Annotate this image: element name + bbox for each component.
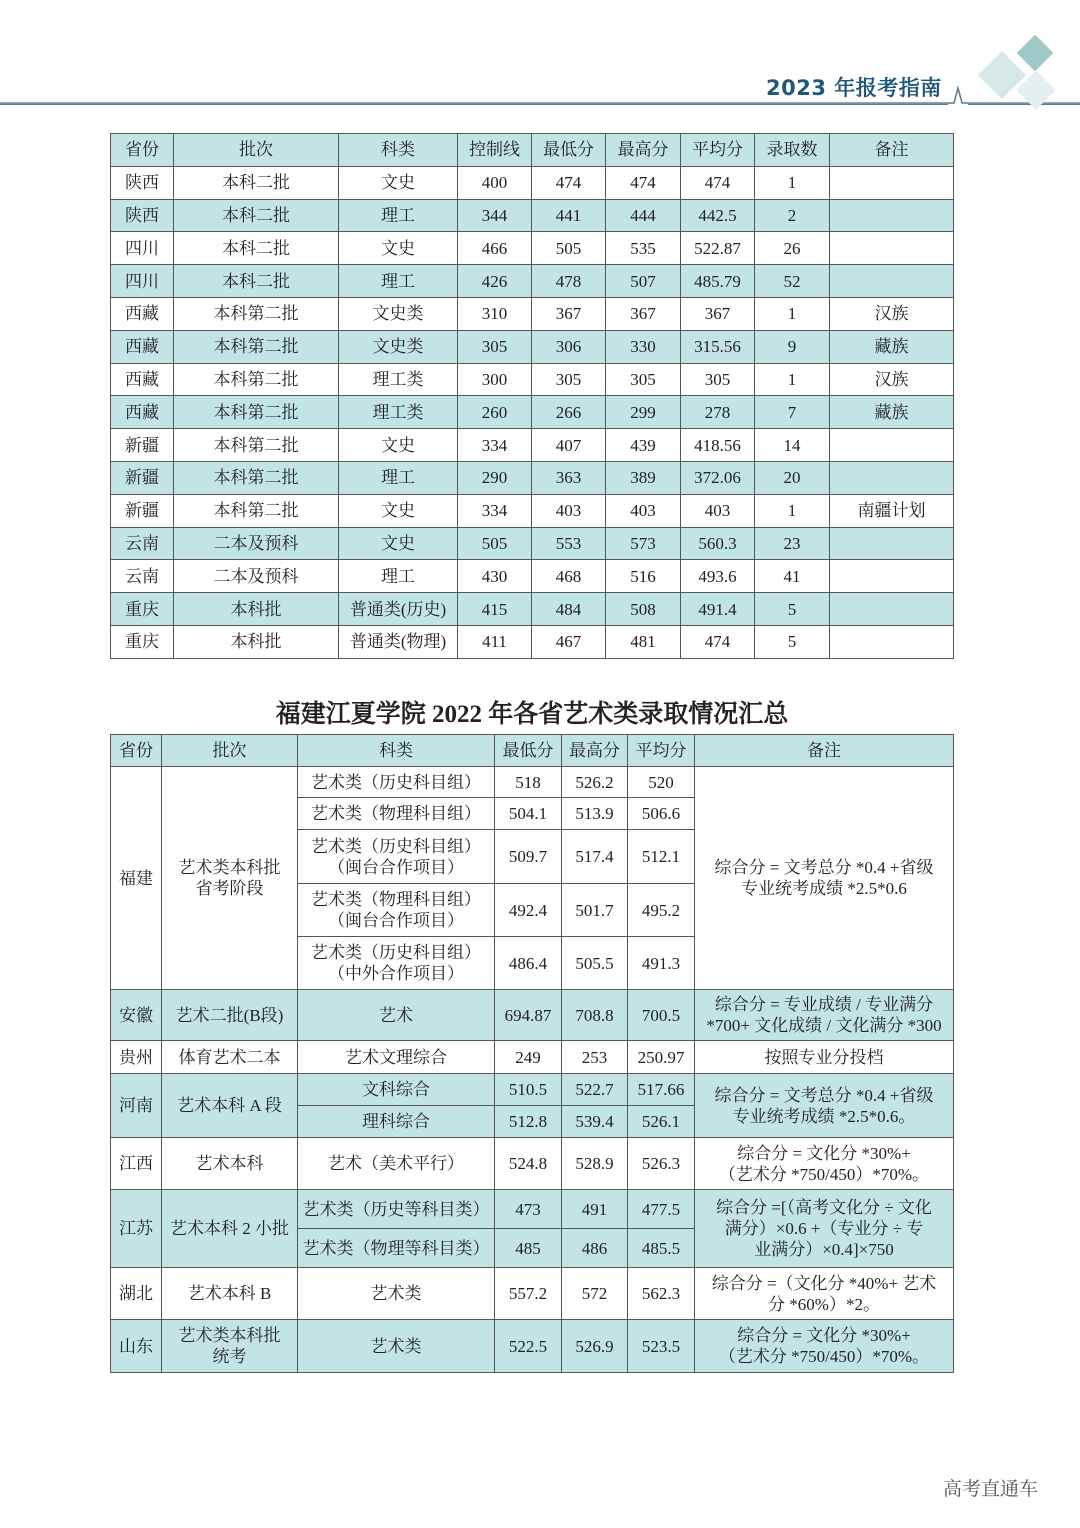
table-row [111, 625, 954, 658]
table-cell: 本科二批 [174, 166, 339, 199]
table-cell: 372.06 [681, 461, 755, 494]
table-cell: 334 [458, 494, 532, 527]
table-cell: 本科批 [174, 593, 339, 626]
table-row [111, 297, 954, 330]
note-cell: 综合分 =[（高考文化分 ÷ 文化 满分）×0.6 +（专业分 ÷ 专 业满分）×0.4]×750 [695, 1190, 954, 1268]
table-cell [830, 232, 954, 265]
column-header: 备注 [830, 134, 954, 167]
subject-cell: 理科综合 [298, 1106, 495, 1138]
subject-cell: 艺术类 [298, 1320, 495, 1373]
column-header: 录取数 [755, 134, 830, 167]
column-header: 批次 [174, 134, 339, 167]
table-cell: 南疆计划 [830, 494, 954, 527]
column-header: 平均分 [681, 134, 755, 167]
table-cell: 305 [458, 330, 532, 363]
note-cell: 综合分 = 文考总分 *0.4 +省级 专业统考成绩 *2.5*0.6 [695, 767, 954, 990]
batch-cell: 艺术本科 A 段 [162, 1074, 298, 1138]
column-header: 批次 [162, 735, 298, 767]
table-cell: 478 [532, 265, 606, 298]
table-cell: 305 [606, 363, 681, 396]
table-cell: 300 [458, 363, 532, 396]
table-row [111, 396, 954, 429]
max-cell: 253 [562, 1041, 628, 1074]
table-cell: 本科第二批 [174, 396, 339, 429]
table-cell: 474 [606, 166, 681, 199]
table-row [111, 560, 954, 593]
table-cell: 334 [458, 429, 532, 462]
table-cell: 二本及预科 [174, 560, 339, 593]
table-cell: 陕西 [111, 199, 174, 232]
diamond-decoration [1017, 35, 1054, 72]
table-cell: 2 [755, 199, 830, 232]
subject-cell: 文科综合 [298, 1074, 495, 1106]
column-header: 省份 [111, 134, 174, 167]
table-cell: 505 [458, 527, 532, 560]
table-cell: 305 [681, 363, 755, 396]
avg-cell: 520 [628, 767, 695, 798]
table-cell: 468 [532, 560, 606, 593]
table-cell: 367 [681, 297, 755, 330]
watermark: 高考直通车 [943, 1478, 1039, 1500]
table-cell: 444 [606, 199, 681, 232]
table-cell: 西藏 [111, 330, 174, 363]
table-cell: 文史 [339, 494, 458, 527]
table-cell: 1 [755, 363, 830, 396]
table-cell: 1 [755, 166, 830, 199]
table-cell: 41 [755, 560, 830, 593]
table-cell: 文史类 [339, 297, 458, 330]
table-cell: 文史 [339, 527, 458, 560]
min-cell: 473 [495, 1190, 562, 1229]
province-cell: 河南 [111, 1074, 162, 1138]
table-cell: 411 [458, 625, 532, 658]
table-cell: 442.5 [681, 199, 755, 232]
table-row [111, 494, 954, 527]
subject-cell: 艺术类（物理等科目类） [298, 1229, 495, 1268]
table-cell: 474 [681, 625, 755, 658]
table-cell: 5 [755, 625, 830, 658]
batch-cell: 艺术类本科批 统考 [162, 1320, 298, 1373]
subject-cell: 艺术文理综合 [298, 1041, 495, 1074]
table-row [111, 593, 954, 626]
min-cell: 485 [495, 1229, 562, 1268]
table-cell: 52 [755, 265, 830, 298]
table-cell: 云南 [111, 527, 174, 560]
table-cell: 573 [606, 527, 681, 560]
avg-cell: 485.5 [628, 1229, 695, 1268]
table-cell: 505 [532, 232, 606, 265]
table-cell: 本科二批 [174, 232, 339, 265]
avg-cell: 477.5 [628, 1190, 695, 1229]
table-cell: 1 [755, 297, 830, 330]
table-cell: 389 [606, 461, 681, 494]
batch-cell: 艺术本科 [162, 1138, 298, 1190]
table-cell: 本科第二批 [174, 297, 339, 330]
table-cell: 本科第二批 [174, 330, 339, 363]
max-cell: 526.2 [562, 767, 628, 798]
table-cell: 云南 [111, 560, 174, 593]
header-notch-decoration [948, 84, 968, 106]
table-row [111, 429, 954, 462]
table-cell: 本科第二批 [174, 363, 339, 396]
subject-cell: 艺术类（历史科目组） （中外合作项目） [298, 937, 495, 990]
min-cell: 557.2 [495, 1268, 562, 1320]
batch-cell: 艺术本科 B [162, 1268, 298, 1320]
note-cell: 按照专业分投档 [695, 1041, 954, 1074]
min-cell: 518 [495, 767, 562, 798]
table-row [111, 199, 954, 232]
note-cell: 综合分 = 文考总分 *0.4 +省级 专业统考成绩 *2.5*0.6。 [695, 1074, 954, 1138]
table-cell: 516 [606, 560, 681, 593]
table-cell: 466 [458, 232, 532, 265]
table-cell: 新疆 [111, 429, 174, 462]
note-cell: 综合分 =（文化分 *40%+ 艺术 分 *60%）*2。 [695, 1268, 954, 1320]
table-cell: 9 [755, 330, 830, 363]
max-cell: 572 [562, 1268, 628, 1320]
table-cell: 7 [755, 396, 830, 429]
table-cell: 藏族 [830, 396, 954, 429]
table-cell: 理工 [339, 461, 458, 494]
table-cell: 441 [532, 199, 606, 232]
max-cell: 486 [562, 1229, 628, 1268]
table-cell [830, 166, 954, 199]
column-header: 省份 [111, 735, 162, 767]
table-cell: 310 [458, 297, 532, 330]
table-cell: 四川 [111, 232, 174, 265]
table-cell: 403 [606, 494, 681, 527]
table-cell: 本科二批 [174, 265, 339, 298]
table-cell: 普通类(历史) [339, 593, 458, 626]
table-cell: 474 [681, 166, 755, 199]
table-cell [830, 593, 954, 626]
avg-cell: 526.3 [628, 1138, 695, 1190]
table-row [111, 1074, 954, 1106]
avg-cell: 517.66 [628, 1074, 695, 1106]
table-cell [830, 429, 954, 462]
table-cell: 485.79 [681, 265, 755, 298]
table-cell: 四川 [111, 265, 174, 298]
table-cell: 理工类 [339, 363, 458, 396]
table-cell: 481 [606, 625, 681, 658]
subject-cell: 艺术类（物理科目组） （闽台合作项目） [298, 884, 495, 937]
subject-cell: 艺术类 [298, 1268, 495, 1320]
avg-cell: 526.1 [628, 1106, 695, 1138]
table-cell: 1 [755, 494, 830, 527]
header-title: 2023 年报考指南 [766, 76, 942, 100]
table-cell: 14 [755, 429, 830, 462]
note-cell: 综合分 = 文化分 *30%+ （艺术分 *750/450）*70%。 [695, 1138, 954, 1190]
table-cell: 理工 [339, 265, 458, 298]
column-header: 控制线 [458, 134, 532, 167]
column-header: 最高分 [606, 134, 681, 167]
table-cell [830, 461, 954, 494]
table-row [111, 767, 954, 798]
max-cell: 505.5 [562, 937, 628, 990]
note-cell: 综合分 = 文化分 *30%+ （艺术分 *750/450）*70%。 [695, 1320, 954, 1373]
table-cell: 文史 [339, 429, 458, 462]
table-cell: 西藏 [111, 297, 174, 330]
table-row [111, 232, 954, 265]
max-cell: 491 [562, 1190, 628, 1229]
table-cell: 535 [606, 232, 681, 265]
table-cell: 553 [532, 527, 606, 560]
batch-cell: 艺术二批(B段) [162, 990, 298, 1041]
column-header: 科类 [298, 735, 495, 767]
table-row [111, 1268, 954, 1320]
table-cell: 西藏 [111, 363, 174, 396]
table-cell: 400 [458, 166, 532, 199]
table-cell: 403 [532, 494, 606, 527]
table-cell: 467 [532, 625, 606, 658]
table-cell: 藏族 [830, 330, 954, 363]
table-cell [830, 527, 954, 560]
subject-cell: 艺术类（历史等科目类） [298, 1190, 495, 1229]
province-cell: 江西 [111, 1138, 162, 1190]
max-cell: 528.9 [562, 1138, 628, 1190]
max-cell: 708.8 [562, 990, 628, 1041]
table-cell: 367 [532, 297, 606, 330]
table-cell: 5 [755, 593, 830, 626]
min-cell: 492.4 [495, 884, 562, 937]
batch-cell: 艺术本科 2 小批 [162, 1190, 298, 1268]
table-cell: 本科批 [174, 625, 339, 658]
table-cell: 新疆 [111, 494, 174, 527]
table-cell: 344 [458, 199, 532, 232]
table-cell: 本科第二批 [174, 461, 339, 494]
column-header: 最高分 [562, 735, 628, 767]
table-cell: 西藏 [111, 396, 174, 429]
table-cell: 507 [606, 265, 681, 298]
avg-cell: 506.6 [628, 798, 695, 830]
max-cell: 501.7 [562, 884, 628, 937]
avg-cell: 512.1 [628, 830, 695, 884]
table-row [111, 363, 954, 396]
province-cell: 安徽 [111, 990, 162, 1041]
table-cell: 484 [532, 593, 606, 626]
column-header: 平均分 [628, 735, 695, 767]
table-cell: 本科二批 [174, 199, 339, 232]
table-cell: 文史 [339, 232, 458, 265]
table-cell: 汉族 [830, 363, 954, 396]
table-cell: 439 [606, 429, 681, 462]
table-cell: 26 [755, 232, 830, 265]
table-cell: 491.4 [681, 593, 755, 626]
table-cell: 560.3 [681, 527, 755, 560]
column-header: 最低分 [495, 735, 562, 767]
table-row [111, 330, 954, 363]
table-cell: 407 [532, 429, 606, 462]
batch-cell: 体育艺术二本 [162, 1041, 298, 1074]
table-cell [830, 265, 954, 298]
table-row [111, 1320, 954, 1373]
table-cell: 330 [606, 330, 681, 363]
batch-cell: 艺术类本科批 省考阶段 [162, 767, 298, 990]
min-cell: 694.87 [495, 990, 562, 1041]
table-cell: 493.6 [681, 560, 755, 593]
avg-cell: 250.97 [628, 1041, 695, 1074]
table-cell: 重庆 [111, 625, 174, 658]
avg-cell: 562.3 [628, 1268, 695, 1320]
table-cell: 汉族 [830, 297, 954, 330]
table-cell: 474 [532, 166, 606, 199]
min-cell: 510.5 [495, 1074, 562, 1106]
table-cell: 415 [458, 593, 532, 626]
subject-cell: 艺术类（历史科目组） [298, 767, 495, 798]
table-cell: 理工 [339, 199, 458, 232]
table-cell: 522.87 [681, 232, 755, 265]
table-cell: 本科第二批 [174, 429, 339, 462]
table-cell: 重庆 [111, 593, 174, 626]
table-row [111, 1138, 954, 1190]
province-cell: 湖北 [111, 1268, 162, 1320]
max-cell: 539.4 [562, 1106, 628, 1138]
table-cell [830, 560, 954, 593]
table-cell: 403 [681, 494, 755, 527]
avg-cell: 491.3 [628, 937, 695, 990]
min-cell: 504.1 [495, 798, 562, 830]
table-row [111, 461, 954, 494]
province-cell: 江苏 [111, 1190, 162, 1268]
min-cell: 486.4 [495, 937, 562, 990]
admission-table-art [110, 734, 954, 1373]
subject-cell: 艺术类（历史科目组） （闽台合作项目） [298, 830, 495, 884]
table-cell: 陕西 [111, 166, 174, 199]
table-row [111, 1190, 954, 1229]
table-cell: 本科第二批 [174, 494, 339, 527]
table-cell: 306 [532, 330, 606, 363]
avg-cell: 700.5 [628, 990, 695, 1041]
table-row [111, 990, 954, 1041]
table-cell [830, 199, 954, 232]
table-row [111, 1041, 954, 1074]
table-cell: 266 [532, 396, 606, 429]
table-cell: 426 [458, 265, 532, 298]
table-cell: 文史类 [339, 330, 458, 363]
admission-table-general [110, 133, 954, 659]
table-cell: 文史 [339, 166, 458, 199]
max-cell: 513.9 [562, 798, 628, 830]
table-cell: 418.56 [681, 429, 755, 462]
table-cell [830, 625, 954, 658]
note-cell: 综合分 = 专业成绩 / 专业满分 *700+ 文化成绩 / 文化满分 *300 [695, 990, 954, 1041]
subject-cell: 艺术类（物理科目组） [298, 798, 495, 830]
table-cell: 23 [755, 527, 830, 560]
province-cell: 山东 [111, 1320, 162, 1373]
max-cell: 522.7 [562, 1074, 628, 1106]
table-row [111, 166, 954, 199]
table-cell: 理工类 [339, 396, 458, 429]
min-cell: 524.8 [495, 1138, 562, 1190]
table-row [111, 527, 954, 560]
table-cell: 299 [606, 396, 681, 429]
table-cell: 20 [755, 461, 830, 494]
art-table-title: 福建江夏学院 2022 年各省艺术类录取情况汇总 [275, 701, 789, 728]
table-cell: 508 [606, 593, 681, 626]
table-cell: 普通类(物理) [339, 625, 458, 658]
subject-cell: 艺术 [298, 990, 495, 1041]
column-header: 科类 [339, 134, 458, 167]
subject-cell: 艺术（美术平行） [298, 1138, 495, 1190]
table-cell: 367 [606, 297, 681, 330]
column-header: 最低分 [532, 134, 606, 167]
table-cell: 278 [681, 396, 755, 429]
table-cell: 260 [458, 396, 532, 429]
table-row [111, 265, 954, 298]
table-cell: 理工 [339, 560, 458, 593]
min-cell: 512.8 [495, 1106, 562, 1138]
min-cell: 249 [495, 1041, 562, 1074]
max-cell: 526.9 [562, 1320, 628, 1373]
header-rule [0, 102, 1080, 105]
table-cell: 363 [532, 461, 606, 494]
province-cell: 贵州 [111, 1041, 162, 1074]
table-cell: 290 [458, 461, 532, 494]
table-cell: 315.56 [681, 330, 755, 363]
avg-cell: 495.2 [628, 884, 695, 937]
min-cell: 522.5 [495, 1320, 562, 1373]
table-cell: 430 [458, 560, 532, 593]
table-cell: 二本及预科 [174, 527, 339, 560]
max-cell: 517.4 [562, 830, 628, 884]
province-cell: 福建 [111, 767, 162, 990]
min-cell: 509.7 [495, 830, 562, 884]
table-cell: 新疆 [111, 461, 174, 494]
column-header: 备注 [695, 735, 954, 767]
table-cell: 305 [532, 363, 606, 396]
avg-cell: 523.5 [628, 1320, 695, 1373]
